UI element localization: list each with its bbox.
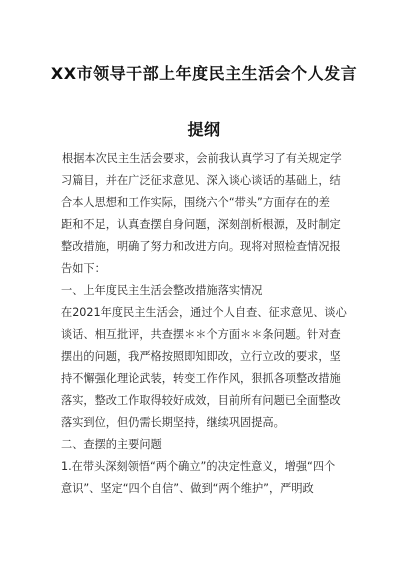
document-title-line-2: 提纲 — [187, 120, 221, 139]
document-title-line-1: XX市领导干部上年度民主生活会个人发言 — [50, 64, 358, 83]
body-line: 习篇目，并在广泛征求意见、深入谈心谈话的基础上，结 — [61, 174, 341, 187]
body-line: 谈话、相互批评，共查摆＊＊个方面＊＊条问题。针对查 — [61, 328, 341, 341]
body-line: 落实到位，但仍需长期坚持，继续巩固提高。 — [61, 416, 285, 429]
section-heading-2: 二、查摆的主要问题 — [61, 438, 162, 451]
body-line: 在2021年度民主生活会，通过个人自查、征求意见、谈心 — [61, 306, 347, 319]
body-line: 告如下： — [61, 262, 106, 275]
body-line: 意识”、坚定“四个自信”、做到“两个维护”，严明政 — [61, 482, 314, 495]
body-line: 摆出的问题，我严格按照即知即改，立行立改的要求，坚 — [61, 350, 341, 363]
body-line: 落实，整改工作取得较好成效，目前所有问题已全面整改 — [61, 394, 341, 407]
section-heading-1: 一、上年度民主生活会整改措施落实情况 — [61, 284, 263, 297]
body-line: 距和不足，认真查摆自身问题，深刻剖析根源，及时制定 — [61, 218, 341, 231]
body-line: 持不懈强化理论武装，转变工作作风，狠抓各项整改措施 — [61, 372, 341, 385]
body-line: 根据本次民主生活会要求，会前我认真学习了有关规定学 — [62, 152, 342, 165]
body-line: 合本人思想和工作实际，围绕六个“带头”方面存在的差 — [61, 196, 330, 209]
body-line: 1.在带头深刻领悟“两个确立”的决定性意义，增强“四个 — [61, 460, 336, 473]
body-line: 整改措施，明确了努力和改进方向。现将对照检查情况报 — [61, 240, 341, 253]
